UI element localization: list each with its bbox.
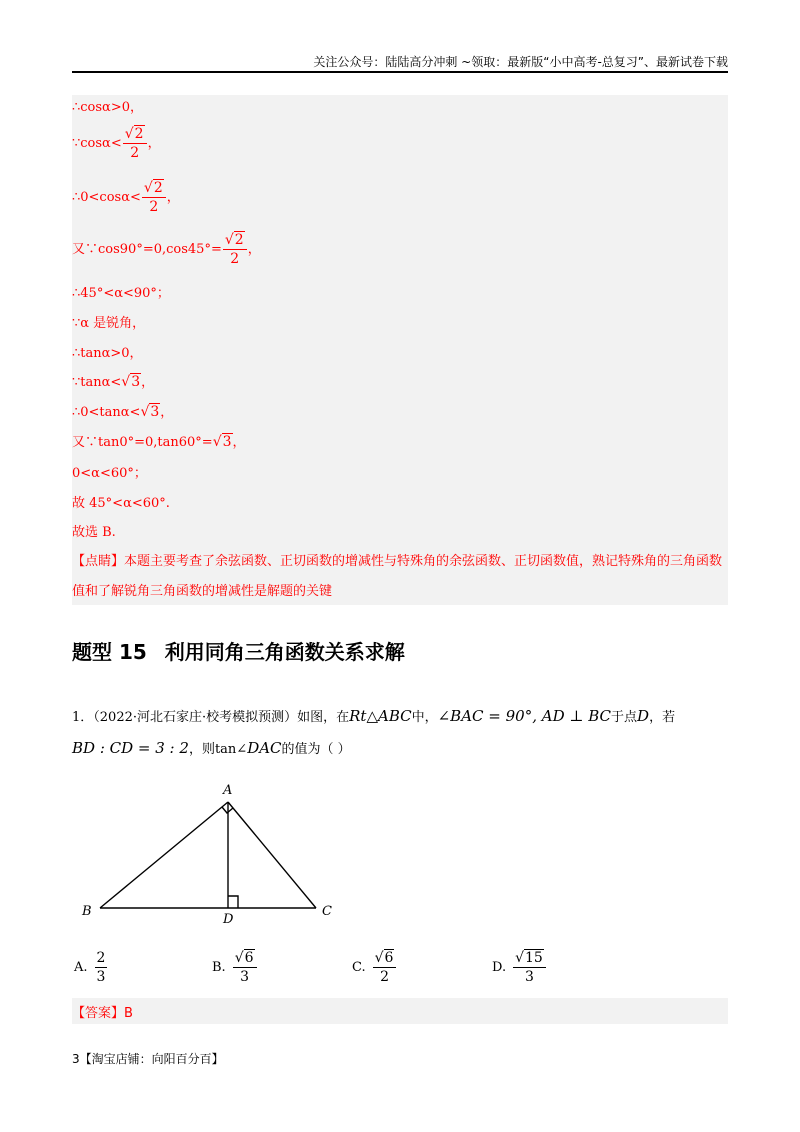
right-angle-d-marker [228,896,238,908]
question-line: BD : CD = 3 : 2，则tan∠DAC的值为（ ） [72,739,351,757]
solution-line: ∴0<tanα<√3， [72,404,174,420]
solution-panel [72,95,728,605]
triangle-diagram [72,780,342,925]
vertex-label-a: A [223,783,233,798]
solution-line: 又∵cos90°=0,cos45°= $\frac{√2}{2}$ ， [72,232,261,267]
page-footer: 3【淘宝店铺：向阳百分百】 [72,1052,224,1066]
vertex-label-b: B [82,904,92,919]
fraction: $\frac{√2}{2}$ [142,180,166,215]
solution-line: ∴45°<α<90°； [72,286,170,301]
solution-line: ∴tanα>0， [72,346,143,361]
vertex-label-c: C [322,904,332,919]
answer-text: 【答案】B [72,1006,133,1021]
solution-line: 故选 B. [72,525,116,540]
choice-c[interactable]: C. $\frac{√6}{2}$ [352,950,397,985]
solution-line: 0<α<60°； [72,466,147,481]
segment-ab [100,802,228,908]
square-root: √3 [121,374,141,390]
solution-line: ∵α 是锐角， [72,316,146,331]
section-title: 题型 15 利用同角三角函数关系求解 [72,640,405,664]
solution-line: ∵tanα<√3， [72,374,155,390]
solution-line: ∴0<cosα< $\frac{√2}{2}$ ， [72,180,180,215]
header-rule [72,71,728,73]
solution-line: ∵cosα< $\frac{√2}{2}$ ， [72,126,161,161]
vertex-label-d: D [223,912,234,925]
choice-a[interactable]: A. $\frac{2}{3}$ [74,950,106,985]
fraction: $\frac{√2}{2}$ [123,126,147,161]
solution-line: 又∵tan0°=0,tan60°=√3， [72,434,246,450]
solution-line: 故 45°<α<60°. [72,496,170,511]
question-line: 1．（2022·河北石家庄·校考模拟预测）如图，在Rt△ABC中，∠BAC = 90°, AD ⊥ BC于点D，若 [72,707,676,725]
page-header: 关注公众号：陆陆高分冲刺 ~领取：最新版“小中高考-总复习”、最新试卷下载 [313,55,728,69]
square-root: √3 [212,434,232,450]
segment-ac [228,802,316,908]
solution-line: ∴cosα>0， [72,100,143,115]
choice-b[interactable]: B. $\frac{√6}{3}$ [212,950,258,985]
choice-d[interactable]: D. $\frac{√15}{3}$ [492,950,547,985]
answer-panel [72,998,728,1024]
fraction: $\frac{√2}{2}$ [223,232,247,267]
solution-note: 【点睛】本题主要考查了余弦函数、正切函数的增减性与特殊角的余弦函数、正切函数值，熟记特殊角的三角函数值和了解锐角三角函数的增减性是解题的关键 [72,554,723,599]
square-root: √3 [140,404,160,420]
